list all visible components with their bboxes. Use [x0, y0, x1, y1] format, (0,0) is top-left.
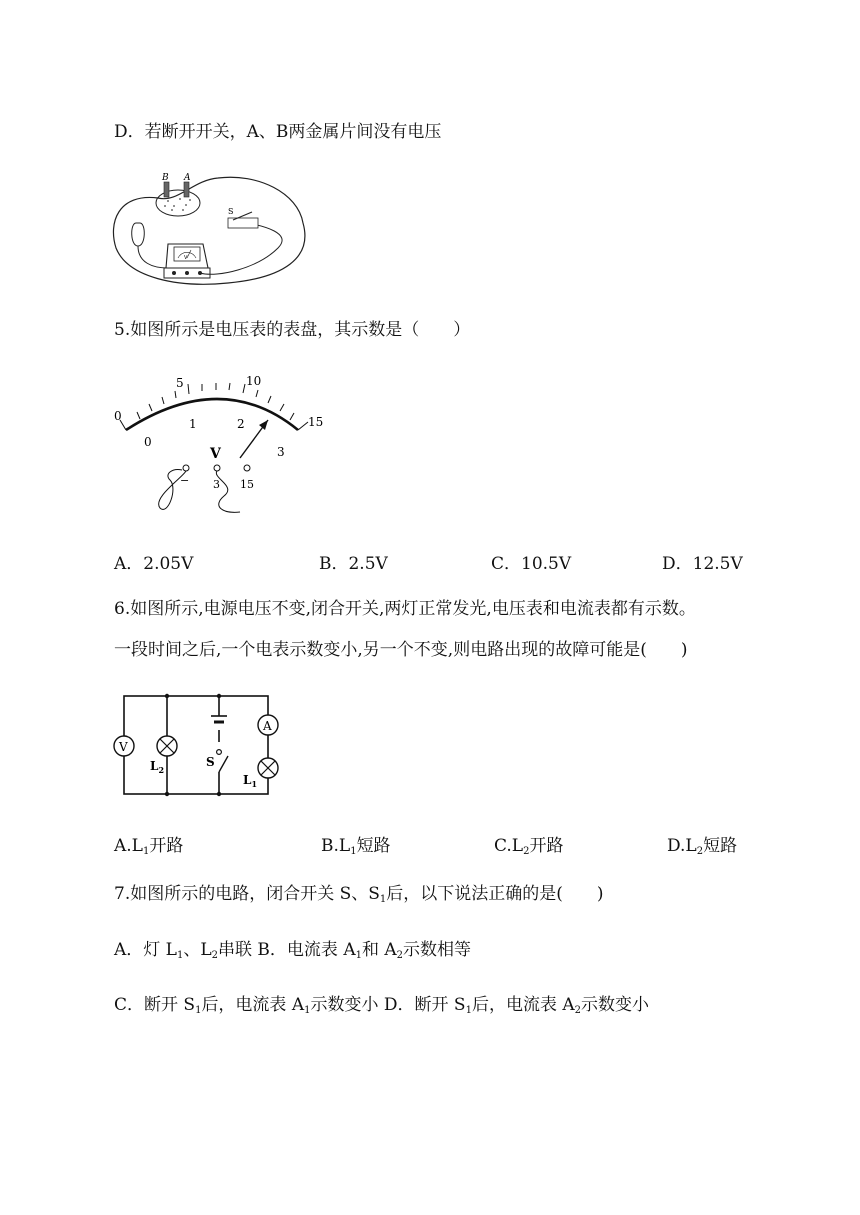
q7-options-ab: A．灯 $L_1$、$L_2$串联 B．电流表 $A_1$和 $A_2$示数相等 [114, 940, 472, 961]
q5-terminal-15: 15 [240, 478, 254, 491]
q5-option-c: C．10.5V [491, 554, 572, 574]
q5-bottom-tick-0: 0 [144, 435, 152, 449]
q5-top-tick-10: 10 [246, 374, 262, 388]
q5-bottom-tick-2: 2 [237, 417, 245, 431]
q5-bottom-tick-1: 1 [189, 417, 197, 431]
q5-option-a: A．2.05V [114, 554, 194, 574]
q4-label-b: B [162, 173, 169, 183]
q5-meter-label: V [210, 446, 221, 462]
q6-lamp2-label: $L_2$ [150, 759, 165, 775]
q5-top-tick-5: 5 [176, 376, 184, 390]
q4-option-d: D．若断开开关，A、B两金属片间没有电压 [114, 122, 442, 142]
q6-option-b: $B.L_1$短路 [321, 836, 391, 857]
q6-circuit-figure [110, 688, 290, 802]
q7-stem: 7.如图所示的电路，闭合开关 S、$S_1$后，以下说法正确的是( ) [114, 884, 604, 905]
q4-label-s: S [228, 207, 234, 216]
q4-figure [108, 168, 308, 288]
q6-switch-label: S [206, 755, 215, 769]
q6-ammeter-label: A [263, 719, 272, 733]
q6-option-c: $C.L_2$开路 [494, 836, 564, 857]
q5-top-tick-0: 0 [114, 409, 122, 423]
q6-voltmeter-label: V [119, 740, 128, 754]
q5-option-d: D．12.5V [662, 554, 743, 574]
q6-lamp1-label: $L_1$ [243, 773, 258, 789]
q5-top-tick-15: 15 [308, 415, 324, 429]
q6-stem-line1: 6.如图所示,电源电压不变,闭合开关,两灯正常发光,电压表和电流表都有示数。 [114, 599, 696, 619]
q5-stem: 5.如图所示是电压表的表盘，其示数是（ ） [114, 320, 471, 340]
q6-option-a: $A.L_1$开路 [114, 836, 184, 857]
q5-terminal-neg: − [180, 474, 190, 487]
q5-bottom-tick-3: 3 [277, 445, 285, 459]
q5-terminal-3: 3 [213, 478, 220, 491]
q6-option-d: $D.L_2$短路 [667, 836, 738, 857]
q5-option-b: B．2.5V [319, 554, 388, 574]
q6-stem-line2: 一段时间之后,一个电表示数变小,另一个不变,则电路出现的故障可能是( ) [114, 640, 688, 660]
q4-label-a: A [184, 173, 191, 183]
q5-meter-figure [112, 368, 342, 518]
q4-label-v: V [184, 255, 188, 261]
q7-options-cd: C．断开 $S_1$后，电流表 $A_1$示数变小 D．断开 $S_1$后，电流表 $A_2$示数变小 [114, 995, 650, 1016]
